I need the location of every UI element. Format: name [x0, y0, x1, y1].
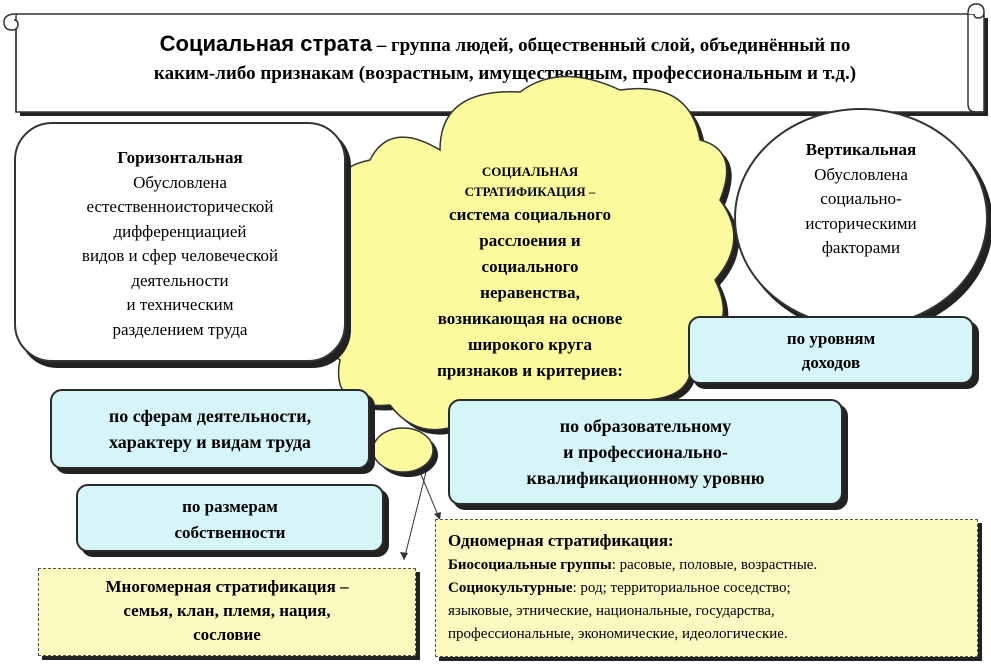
criterion-activity-line: по сферам деятельности, [108, 406, 312, 426]
criterion-income-line: доходов [801, 353, 861, 372]
horizontal-line: деятельности [131, 270, 229, 290]
cloud-line: широкого круга [468, 335, 592, 354]
vertical-line: историческими [805, 213, 917, 233]
criterion-income-box [688, 316, 974, 384]
vertical-stratification-box [734, 108, 988, 328]
cloud-line: неравенства, [480, 283, 580, 302]
unidimensional-stratification-box [435, 519, 978, 657]
definition-line-1: – группа людей, общественный слой, объединённый по [371, 35, 851, 56]
horizontal-title: Горизонтальная [117, 148, 243, 167]
uni-socio-text: : род; территориальное соседство; [572, 580, 791, 596]
horizontal-line: дифференциацией [113, 221, 247, 241]
cloud-line: признаков и критериев: [437, 361, 623, 380]
cloud-caps-line-2: СТРАТИФИКАЦИЯ – [464, 184, 596, 199]
vertical-line: социально- [820, 189, 902, 208]
criterion-activity-box [50, 389, 370, 469]
horizontal-line: и техническим [126, 295, 234, 314]
uni-bio-line [448, 554, 967, 577]
uni-bio-text: : расовые, половые, возрастные. [611, 557, 818, 573]
horizontal-stratification-box [14, 122, 346, 362]
cloud-line: расслоения и [479, 231, 581, 250]
cloud-line: социального [481, 257, 579, 276]
cloud-caps-line-1: СОЦИАЛЬНАЯ [481, 164, 579, 179]
horizontal-line: естественноисторической [86, 197, 274, 216]
uni-socio-line [448, 577, 967, 600]
criterion-education-line: и профессионально- [563, 442, 728, 462]
multi-line: сословие [193, 625, 261, 644]
definition-line-2: каким-либо признакам (возрастным, имущественным, профессиональным и т.д.) [153, 63, 857, 84]
uni-line-3: языковые, этнические, национальные, государства, [448, 603, 775, 619]
horizontal-line: разделением труда [112, 319, 248, 339]
uni-bio-label: Биосоциальные группы [448, 557, 612, 573]
criterion-education-box [448, 399, 843, 505]
criterion-education-line: квалификационному уровню [526, 468, 765, 488]
cloud-line: возникающая на основе [437, 309, 623, 328]
vertical-title: Вертикальная [805, 140, 917, 159]
multidimensional-stratification-box [38, 568, 416, 656]
criterion-property-box [76, 484, 384, 552]
cloud-definition [380, 162, 680, 384]
vertical-line: факторами [821, 238, 901, 257]
uni-socio-label: Социокультурные [448, 580, 573, 596]
cloud-line: система социального [449, 205, 611, 224]
criterion-education-line: по образовательному [559, 416, 732, 436]
uni-title: Одномерная стратификация: [448, 531, 674, 550]
criterion-income-line: по уровням [786, 329, 876, 348]
uni-line-4: профессиональные, экономические, идеологические. [448, 626, 788, 642]
criterion-property-line: по размерам [182, 497, 278, 516]
term-social-strata: Социальная страта [159, 31, 372, 56]
horizontal-line: видов и сфер человеческой [81, 246, 279, 265]
criterion-activity-line: характеру и видам труда [109, 432, 311, 452]
multi-line: семья, клан, племя, нация, [123, 601, 331, 620]
multi-title: Многомерная стратификация – [105, 577, 349, 596]
horizontal-line: Обусловлена [133, 172, 227, 192]
criterion-property-line: собственности [174, 523, 286, 542]
vertical-line: Обусловлена [814, 164, 908, 184]
